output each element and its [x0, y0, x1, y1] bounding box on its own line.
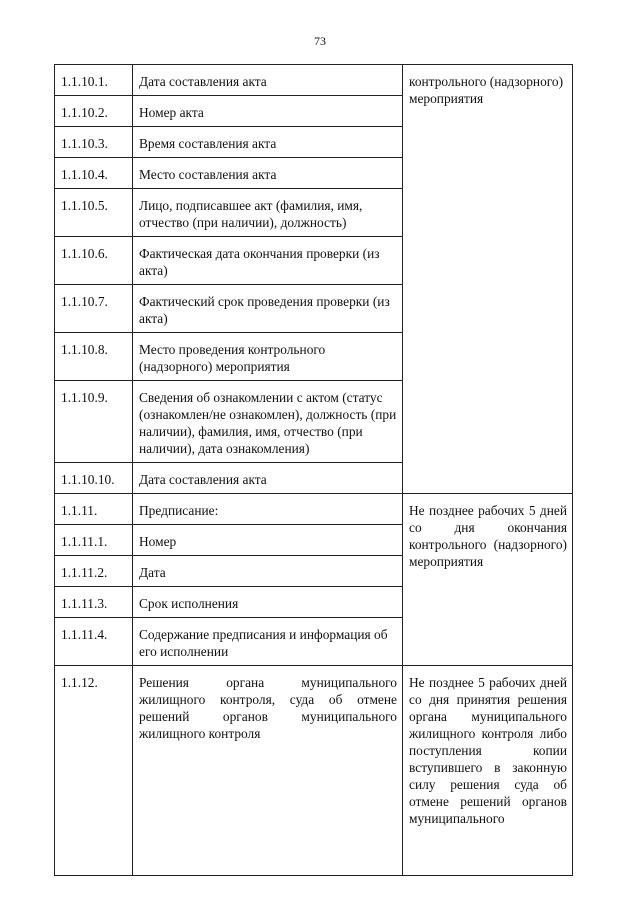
row-code: 1.1.10.8. [55, 333, 133, 381]
page-number: 73 [314, 34, 326, 48]
row-code: 1.1.11.3. [55, 587, 133, 618]
row-description: Фактический срок проведения проверки (из акта) [133, 285, 403, 333]
table-row [55, 65, 573, 96]
row-code: 1.1.10.2. [55, 96, 133, 127]
row-code: 1.1.10.9. [55, 381, 133, 463]
row-code: 1.1.10.6. [55, 237, 133, 285]
row-code: 1.1.11. [55, 494, 133, 525]
requirements-table [54, 64, 573, 876]
row-description: Срок исполнения [133, 587, 403, 618]
row-code: 1.1.10.1. [55, 65, 133, 96]
row-code: 1.1.12. [55, 666, 133, 876]
row-code: 1.1.10.3. [55, 127, 133, 158]
row-code: 1.1.11.4. [55, 618, 133, 666]
row-description: Дата составления акта [133, 65, 403, 96]
row-description: Место проведения контрольного (надзорного) мероприятия [133, 333, 403, 381]
row-code: 1.1.10.7. [55, 285, 133, 333]
row-description: Время составления акта [133, 127, 403, 158]
deadline-cell: Не позднее рабочих 5 дней со дня окончания контрольного (надзорного) мероприятия [403, 494, 573, 666]
row-description: Место составления акта [133, 158, 403, 189]
row-code: 1.1.11.1. [55, 525, 133, 556]
row-description: Предписание: [133, 494, 403, 525]
row-code: 1.1.11.2. [55, 556, 133, 587]
row-description: Сведения об ознакомлении с актом (статус (ознакомлен/не ознакомлен), должность (при наличии), фамилия, имя, отчество (при наличии), дата ознакомления) [133, 381, 403, 463]
table-row [55, 494, 573, 525]
row-code: 1.1.10.10. [55, 463, 133, 494]
row-description: Лицо, подписавшее акт (фамилия, имя, отчество (при наличии), должность) [133, 189, 403, 237]
deadline-cell: Не позднее 5 рабочих дней со дня принятия решения органа муниципального жилищного контроля либо поступления копии вступившего в законную силу решения суда об отмене решений органов муниципального [403, 666, 573, 876]
row-description: Содержание предписания и информация об его исполнении [133, 618, 403, 666]
row-description: Решения органа муниципального жилищного контроля, суда об отмене решений органов муниципального жилищного контроля [133, 666, 403, 876]
table-row [55, 666, 573, 876]
row-description: Фактическая дата окончания проверки (из акта) [133, 237, 403, 285]
row-code: 1.1.10.4. [55, 158, 133, 189]
row-description: Номер [133, 525, 403, 556]
row-description: Дата составления акта [133, 463, 403, 494]
row-code: 1.1.10.5. [55, 189, 133, 237]
deadline-cell: контрольного (надзорного) мероприятия [403, 65, 573, 494]
row-description: Дата [133, 556, 403, 587]
row-description: Номер акта [133, 96, 403, 127]
